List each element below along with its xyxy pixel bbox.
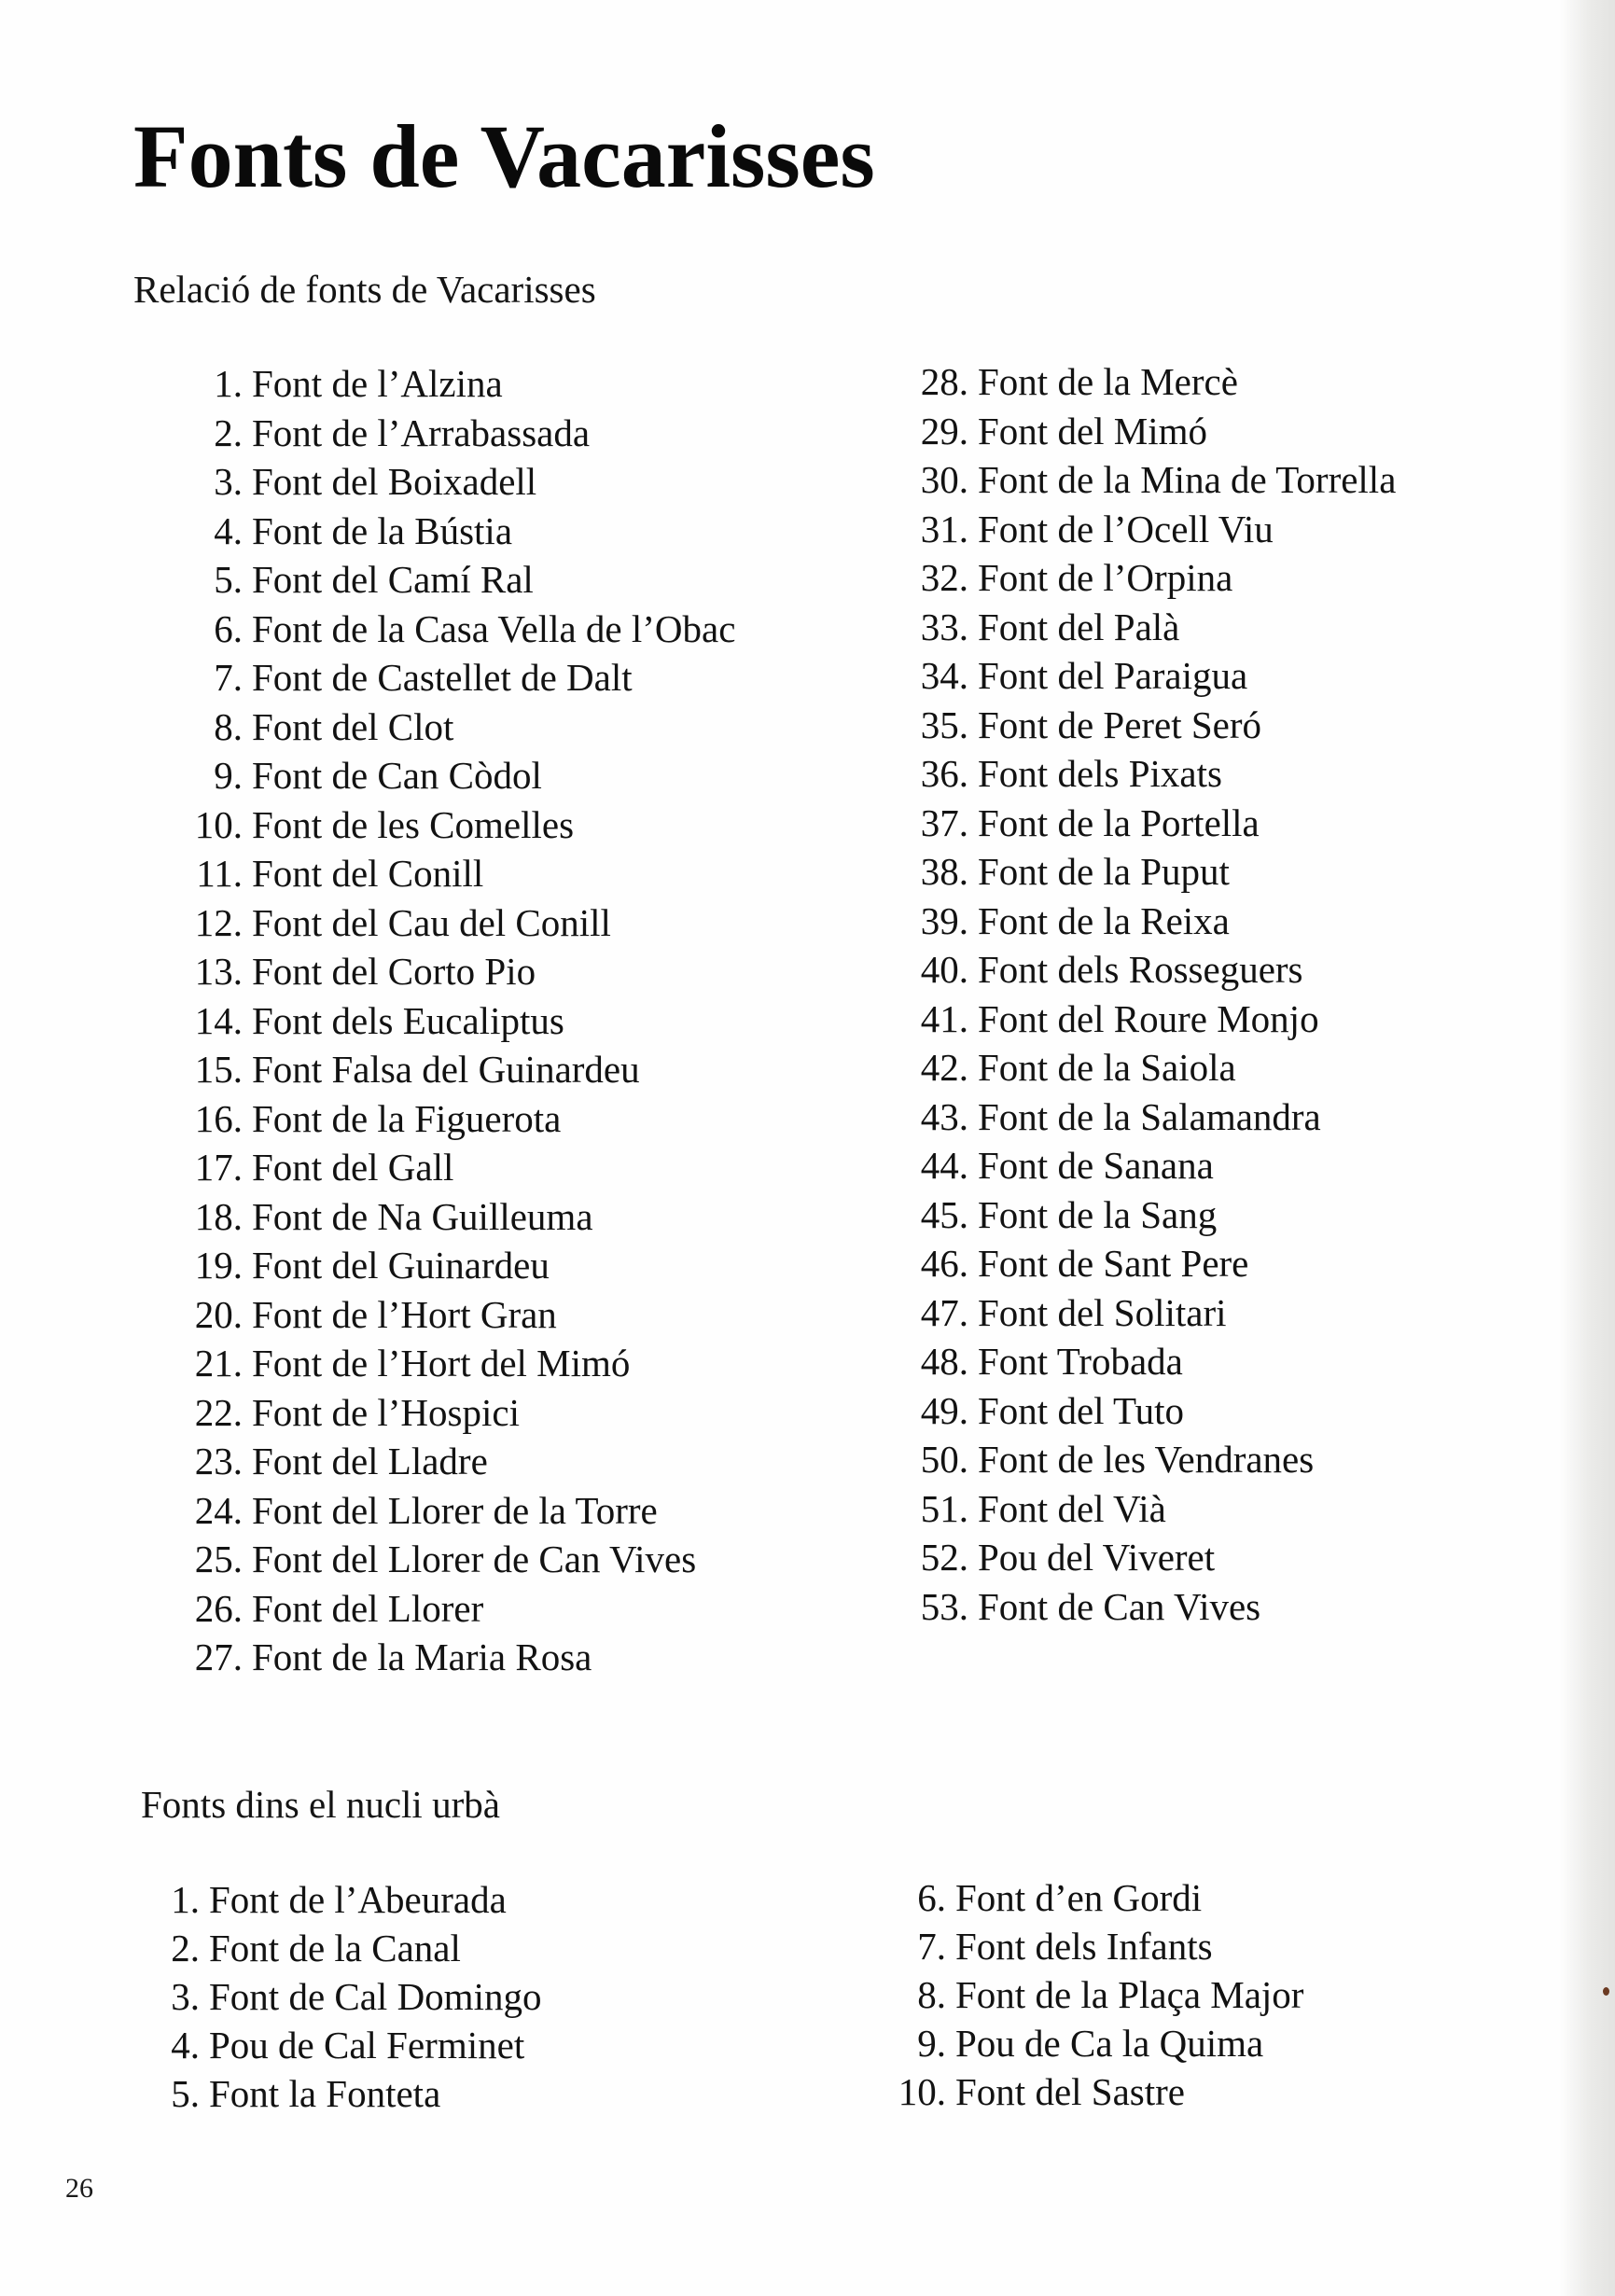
item-name: Font d’en Gordi — [955, 1876, 1203, 1919]
list-item — [899, 455, 1396, 505]
item-name: Font de la Casa Vella de l’Obac — [252, 606, 736, 650]
item-number: 52. — [920, 1536, 968, 1579]
item-name: Font del Llorer — [252, 1586, 484, 1630]
scan-speck — [1603, 1987, 1609, 1996]
urban-list-left-column — [132, 1875, 541, 2118]
item-number: 33. — [920, 605, 968, 648]
list-item — [899, 945, 1396, 995]
list-item — [174, 1045, 735, 1094]
item-number: 1. — [214, 362, 243, 405]
item-name: Font de l’Hort Gran — [252, 1292, 557, 1336]
list-item — [899, 995, 1396, 1044]
item-name: Font dels Pixats — [978, 752, 1222, 795]
list-item — [899, 1386, 1396, 1436]
list-item — [899, 1435, 1396, 1484]
item-name: Font del Guinardeu — [252, 1244, 550, 1287]
list-item — [174, 1633, 735, 1682]
list-item — [174, 1290, 735, 1340]
item-number: 16. — [194, 1096, 243, 1140]
item-name: Font del Llorer de Can Vives — [252, 1538, 697, 1580]
item-name: Pou del Viveret — [978, 1536, 1216, 1579]
list-item — [174, 751, 735, 800]
item-number: 34. — [920, 654, 968, 697]
item-number: 15. — [194, 1048, 243, 1091]
item-name: Font de la Sang — [978, 1192, 1218, 1236]
item-number: 13. — [194, 950, 243, 993]
item-number: 20. — [194, 1292, 243, 1336]
list-item — [899, 1288, 1396, 1338]
item-name: Font del Conill — [252, 852, 484, 895]
item-name: Font de la Mercè — [978, 360, 1238, 403]
item-number: 53. — [920, 1584, 968, 1628]
list-item — [132, 1924, 541, 1972]
item-name: Font Trobada — [978, 1340, 1183, 1383]
item-name: Font de la Canal — [209, 1927, 461, 1969]
list-item — [899, 1484, 1396, 1534]
urban-list-right-column — [879, 1873, 1303, 2116]
item-number: 50. — [920, 1438, 968, 1481]
list-item — [174, 1094, 735, 1144]
list-item — [899, 1239, 1396, 1288]
item-name: Font de les Vendranes — [978, 1438, 1315, 1481]
list-item — [899, 553, 1396, 603]
item-name: Font la Fonteta — [209, 2072, 441, 2115]
item-name: Pou de Cal Ferminet — [209, 2024, 525, 2066]
list-item — [899, 1141, 1396, 1190]
item-name: Font del Corto Pio — [252, 950, 536, 993]
item-number: 7. — [917, 1925, 946, 1968]
item-name: Font del Llorer de la Torre — [252, 1488, 658, 1532]
page-gutter-shadow — [1559, 0, 1615, 2296]
item-number: 8. — [214, 704, 243, 748]
list-item — [174, 605, 735, 654]
item-number: 31. — [920, 507, 968, 550]
list-item — [899, 1337, 1396, 1386]
item-number: 9. — [917, 2022, 946, 2065]
item-name: Font del Solitari — [978, 1290, 1227, 1334]
item-name: Font del Boixadell — [252, 460, 537, 503]
section-heading-urban: Fonts dins el nucli urbà — [141, 1783, 500, 1826]
item-name: Font de la Maria Rosa — [252, 1635, 592, 1678]
item-name: Font del Mimó — [978, 409, 1208, 452]
list-item — [174, 1241, 735, 1290]
item-name: Font de Sant Pere — [978, 1242, 1249, 1285]
list-item — [899, 749, 1396, 799]
list-item — [174, 457, 735, 507]
item-name: Font del Gall — [252, 1146, 454, 1189]
item-name: Font de Cal Domingo — [209, 1975, 542, 2018]
item-number: 26. — [194, 1586, 243, 1630]
item-name: Font del Clot — [252, 704, 454, 748]
item-number: 2. — [171, 1927, 200, 1969]
item-name: Font de l’Hort del Mimó — [252, 1342, 631, 1385]
list-item — [899, 799, 1396, 848]
list-item — [174, 359, 735, 409]
item-name: Font del Paraigua — [978, 654, 1248, 697]
item-number: 29. — [920, 409, 968, 452]
list-item — [174, 1143, 735, 1192]
list-item — [879, 1922, 1303, 1970]
item-name: Font del Vià — [978, 1486, 1166, 1530]
item-number: 38. — [920, 850, 968, 893]
item-name: Font de Peret Seró — [978, 703, 1262, 746]
item-number: 2. — [214, 410, 243, 454]
list-item — [879, 2019, 1303, 2067]
item-number: 21. — [194, 1342, 243, 1385]
item-number: 18. — [194, 1194, 243, 1238]
item-number: 4. — [171, 2024, 200, 2066]
list-item — [899, 1190, 1396, 1240]
item-name: Font dels Infants — [955, 1925, 1213, 1968]
item-name: Font de l’Ocell Viu — [978, 507, 1274, 550]
item-name: Font de Sanana — [978, 1144, 1214, 1187]
item-number: 23. — [194, 1440, 243, 1482]
item-number: 9. — [214, 754, 243, 797]
item-name: Font de Castellet de Dalt — [252, 656, 633, 699]
list-item — [899, 603, 1396, 652]
list-item — [899, 1043, 1396, 1092]
item-name: Font del Lladre — [252, 1440, 488, 1482]
item-number: 30. — [920, 458, 968, 501]
list-item — [132, 2021, 541, 2069]
list-item — [899, 847, 1396, 897]
item-number: 5. — [171, 2072, 200, 2115]
list-item — [174, 1192, 735, 1242]
list-item — [174, 1437, 735, 1486]
item-name: Font de la Reixa — [978, 898, 1230, 942]
item-name: Font de la Salamandra — [978, 1094, 1321, 1138]
item-number: 10. — [898, 2070, 946, 2113]
item-number: 35. — [920, 703, 968, 746]
item-number: 42. — [920, 1046, 968, 1089]
list-item — [899, 1092, 1396, 1142]
list-item — [174, 703, 735, 752]
item-number: 1. — [171, 1878, 200, 1921]
list-item — [174, 1535, 735, 1584]
list-item — [174, 800, 735, 850]
list-item — [132, 1972, 541, 2021]
page-title: Fonts de Vacarisses — [133, 106, 875, 206]
item-number: 37. — [920, 800, 968, 844]
item-number: 44. — [920, 1144, 968, 1187]
item-name: Font dels Eucaliptus — [252, 998, 564, 1042]
item-name: Font del Camí Ral — [252, 558, 534, 601]
item-name: Font del Palà — [978, 605, 1180, 648]
item-name: Font de l’Orpina — [978, 556, 1233, 599]
list-item — [174, 653, 735, 703]
item-number: 8. — [917, 1973, 946, 2016]
list-item — [899, 357, 1396, 407]
item-number: 6. — [214, 606, 243, 650]
item-number: 6. — [917, 1876, 946, 1919]
list-item — [899, 1533, 1396, 1582]
list-item — [899, 505, 1396, 554]
item-name: Font Falsa del Guinardeu — [252, 1048, 640, 1091]
item-number: 25. — [194, 1538, 243, 1580]
list-item — [174, 898, 735, 948]
item-number: 3. — [171, 1975, 200, 2018]
list-item — [879, 1970, 1303, 2019]
list-item — [132, 1875, 541, 1924]
item-name: Font de la Bústia — [252, 508, 513, 552]
item-number: 45. — [920, 1192, 968, 1236]
item-number: 24. — [194, 1488, 243, 1532]
item-number: 5. — [214, 558, 243, 601]
item-name: Font de l’Hospici — [252, 1390, 520, 1434]
item-number: 7. — [214, 656, 243, 699]
item-number: 39. — [920, 898, 968, 942]
page-number: 26 — [65, 2173, 93, 2204]
list-item — [174, 947, 735, 996]
item-name: Font de Can Vives — [978, 1584, 1261, 1628]
list-item — [174, 555, 735, 605]
item-name: Font de la Puput — [978, 850, 1230, 893]
list-item — [174, 1584, 735, 1634]
item-name: Font del Tuto — [978, 1388, 1185, 1432]
list-item — [174, 507, 735, 556]
item-name: Pou de Ca la Quima — [955, 2022, 1264, 2065]
item-name: Font de la Figuerota — [252, 1096, 562, 1140]
item-number: 32. — [920, 556, 968, 599]
list-item — [174, 1486, 735, 1536]
item-number: 51. — [920, 1486, 968, 1530]
item-number: 3. — [214, 460, 243, 503]
item-number: 28. — [920, 360, 968, 403]
list-item — [174, 849, 735, 898]
list-item — [132, 2069, 541, 2118]
list-item — [899, 407, 1396, 456]
item-name: Font del Roure Monjo — [978, 996, 1319, 1040]
item-name: Font de l’Alzina — [252, 362, 503, 405]
item-number: 46. — [920, 1242, 968, 1285]
main-list-left-column — [174, 359, 735, 1682]
item-name: Font de l’Arrabassada — [252, 410, 591, 454]
item-name: Font de l’Abeurada — [209, 1878, 507, 1921]
item-number: 40. — [920, 948, 968, 991]
item-name: Font de les Comelles — [252, 802, 575, 846]
item-name: Font del Sastre — [955, 2070, 1185, 2113]
item-number: 27. — [194, 1635, 243, 1678]
list-item — [899, 897, 1396, 946]
item-number: 48. — [920, 1340, 968, 1383]
item-number: 4. — [214, 508, 243, 552]
section-heading-main: Relació de fonts de Vacarisses — [133, 268, 596, 311]
list-item — [879, 1873, 1303, 1922]
item-name: Font de Na Guilleuma — [252, 1194, 593, 1238]
item-name: Font de la Plaça Major — [955, 1973, 1304, 2016]
list-item — [879, 2067, 1303, 2116]
item-name: Font de la Mina de Torrella — [978, 458, 1397, 501]
item-number: 19. — [194, 1244, 243, 1287]
item-name: Font de la Saiola — [978, 1046, 1236, 1089]
item-number: 49. — [920, 1388, 968, 1432]
item-number: 17. — [194, 1146, 243, 1189]
item-number: 43. — [920, 1094, 968, 1138]
item-number: 41. — [920, 996, 968, 1040]
list-item — [899, 701, 1396, 750]
item-name: Font de la Portella — [978, 800, 1260, 844]
item-name: Font dels Rosseguers — [978, 948, 1303, 991]
main-list-right-column — [899, 357, 1396, 1631]
list-item — [174, 996, 735, 1046]
list-item — [174, 1339, 735, 1388]
item-number: 47. — [920, 1290, 968, 1334]
item-number: 14. — [194, 998, 243, 1042]
item-number: 12. — [194, 900, 243, 944]
item-number: 11. — [196, 852, 243, 895]
item-name: Font de Can Còdol — [252, 754, 542, 797]
item-number: 22. — [194, 1390, 243, 1434]
list-item — [899, 1582, 1396, 1632]
list-item — [174, 1388, 735, 1438]
item-name: Font del Cau del Conill — [252, 900, 611, 944]
item-number: 36. — [920, 752, 968, 795]
item-number: 10. — [194, 802, 243, 846]
list-item — [174, 409, 735, 458]
list-item — [899, 651, 1396, 701]
